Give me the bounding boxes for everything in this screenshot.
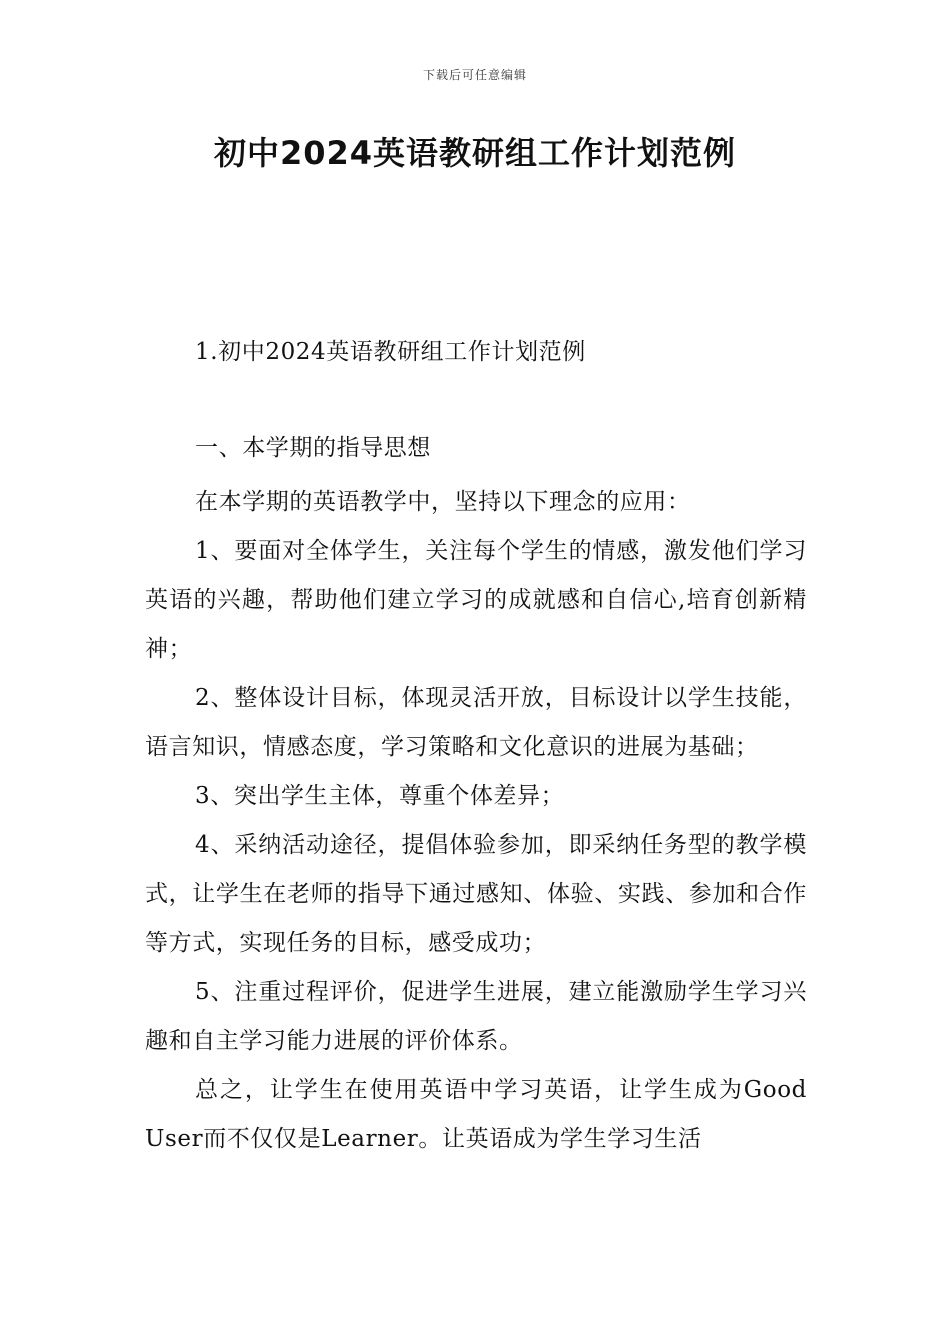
paragraph-point-4: 4、采纳活动途径，提倡体验参加，即采纳任务型的教学模式，让学生在老师的指导下通过感知、体验、实践、参加和合作等方式，实现任务的目标，感受成功； xyxy=(145,832,807,956)
item-title: 1.初中2024英语教研组工作计划范例 xyxy=(195,339,586,365)
section-heading: 一、本学期的指导思想 xyxy=(195,435,431,461)
paragraph-intro: 在本学期的英语教学中，坚持以下理念的应用： xyxy=(195,489,691,515)
paragraph-point-3: 3、突出学生主体，尊重个体差异； xyxy=(195,783,565,809)
document-title: 初中2024英语教研组工作计划范例 xyxy=(213,134,737,172)
paragraph-point-2: 2、整体设计目标，体现灵活开放，目标设计以学生技能，语言知识，情感态度，学习策略和文化意识的进展为基础； xyxy=(145,685,807,760)
paragraph-point-1: 1、要面对全体学生，关注每个学生的情感，激发他们学习英语的兴趣，帮助他们建立学习的成就感和自信心,培育创新精神； xyxy=(145,538,807,662)
header-note: 下载后可任意编辑 xyxy=(422,68,527,82)
body-content xyxy=(145,478,807,1164)
paragraph-point-5: 5、注重过程评价，促进学生进展，建立能激励学生学习兴趣和自主学习能力进展的评价体系。 xyxy=(145,979,807,1054)
paragraph-summary: 总之，让学生在使用英语中学习英语，让学生成为Good User而不仅仅是Learner。让英语成为学生学习生活 xyxy=(145,1077,807,1152)
